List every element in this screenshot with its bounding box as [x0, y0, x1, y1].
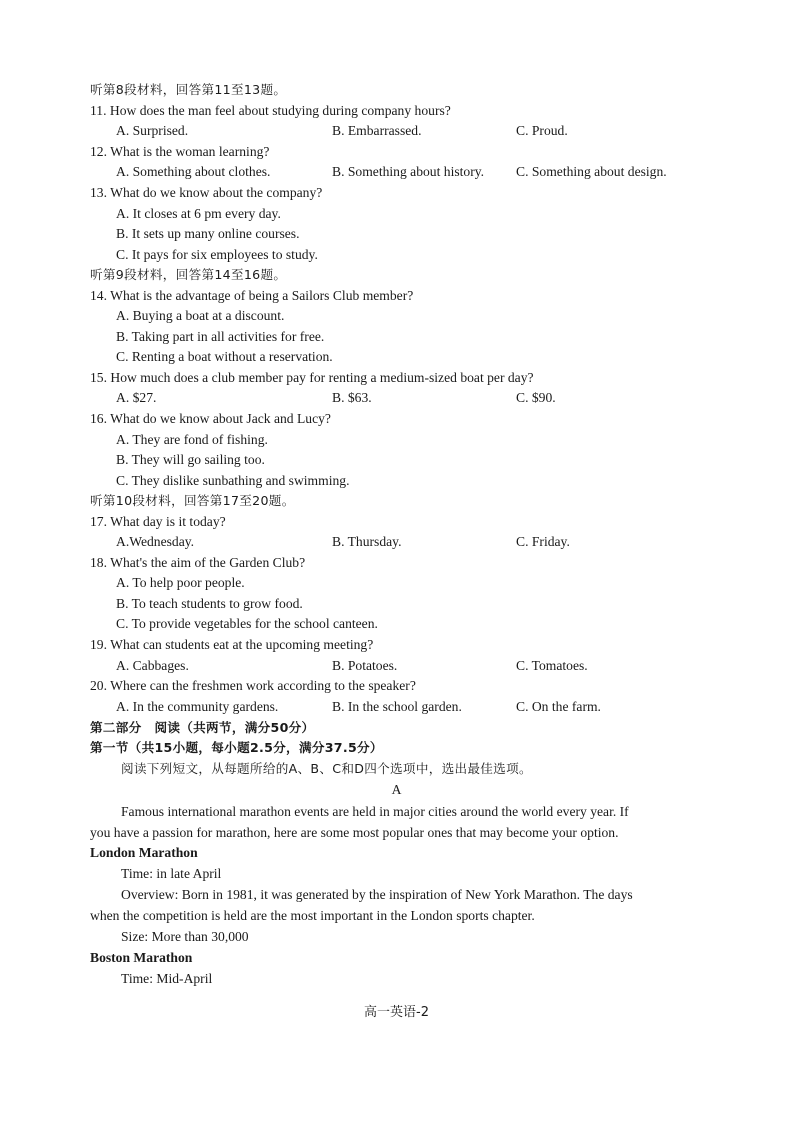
question-14-option-a: A. Buying a boat at a discount.: [116, 308, 285, 323]
question-19-stem: 19. What can students eat at the upcoming meeting?: [90, 637, 374, 652]
part-2-title: 第二部分 阅读（共两节，满分50分）: [90, 720, 315, 735]
option-a: A. $27.: [116, 390, 157, 405]
boston-marathon-title: Boston Marathon: [90, 950, 193, 965]
london-marathon-title: London Marathon: [90, 845, 198, 860]
question-13-option-b: B. It sets up many online courses.: [116, 226, 300, 241]
question-11-stem: 11. How does the man feel about studying during company hours?: [90, 103, 451, 118]
question-18-option-c: C. To provide vegetables for the school canteen.: [116, 616, 378, 631]
london-time: Time: in late April: [121, 866, 222, 881]
london-size: Size: More than 30,000: [121, 929, 249, 944]
question-14-option-b: B. Taking part in all activities for free.: [116, 329, 325, 344]
option-a: A. Cabbages.: [116, 658, 189, 673]
intro-line-1: Famous international marathon events are held in major cities around the world every year. If: [121, 804, 629, 819]
london-overview-line-1: Overview: Born in 1981, it was generated by the inspiration of New York Marathon. The days: [121, 887, 633, 902]
question-12-stem: 12. What is the woman learning?: [90, 144, 270, 159]
option-c: C. $90.: [516, 390, 556, 405]
option-b: B. Something about history.: [332, 164, 485, 179]
question-14-stem: 14. What is the advantage of being a Sailors Club member?: [90, 288, 414, 303]
boston-time: Time: Mid-April: [121, 971, 213, 986]
section-10-header: 听第10段材料，回答第17至20题。: [90, 493, 295, 508]
question-14-option-c: C. Renting a boat without a reservation.: [116, 349, 333, 364]
option-c: C. Something about design.: [516, 164, 667, 179]
option-a: A. In the community gardens.: [116, 699, 279, 714]
intro-line-2: you have a passion for marathon, here are some most popular ones that may become your option.: [90, 825, 619, 840]
question-13-option-c: C. It pays for six employees to study.: [116, 247, 318, 262]
page-footer: 高一英语-2: [364, 1005, 429, 1020]
question-18-option-a: A. To help poor people.: [116, 575, 245, 590]
reading-instruction: 阅读下列短文，从每题所给的A、B、C和D四个选项中，选出最佳选项。: [121, 761, 532, 776]
question-20-stem: 20. Where can the freshmen work according to the speaker?: [90, 678, 416, 693]
option-a: A. Something about clothes.: [116, 164, 271, 179]
option-c: C. Proud.: [516, 123, 568, 138]
option-b: B. Embarrassed.: [332, 123, 422, 138]
question-13-option-a: A. It closes at 6 pm every day.: [116, 206, 281, 221]
question-16-option-b: B. They will go sailing too.: [116, 452, 265, 467]
section-1-title: 第一节（共15小题，每小题2.5分，满分37.5分）: [90, 740, 383, 755]
question-18-stem: 18. What's the aim of the Garden Club?: [90, 555, 306, 570]
question-16-option-c: C. They dislike sunbathing and swimming.: [116, 473, 350, 488]
question-15-stem: 15. How much does a club member pay for renting a medium-sized boat per day?: [90, 370, 534, 385]
london-overview-line-2: when the competition is held are the most important in the London sports chapter.: [90, 908, 535, 923]
option-c: C. On the farm.: [516, 699, 601, 714]
option-b: B. In the school garden.: [332, 699, 462, 714]
option-c: C. Friday.: [516, 534, 570, 549]
passage-label: A: [391, 782, 402, 797]
option-b: B. $63.: [332, 390, 372, 405]
option-a: A.Wednesday.: [116, 534, 195, 549]
question-18-option-b: B. To teach students to grow food.: [116, 596, 303, 611]
question-17-stem: 17. What day is it today?: [90, 514, 226, 529]
option-b: B. Thursday.: [332, 534, 402, 549]
question-13-stem: 13. What do we know about the company?: [90, 185, 323, 200]
section-8-header: 听第8段材料，回答第11至13题。: [90, 82, 287, 97]
section-9-header: 听第9段材料，回答第14至16题。: [90, 267, 287, 282]
question-16-option-a: A. They are fond of fishing.: [116, 432, 268, 447]
option-a: A. Surprised.: [116, 123, 189, 138]
option-b: B. Potatoes.: [332, 658, 398, 673]
option-c: C. Tomatoes.: [516, 658, 588, 673]
question-16-stem: 16. What do we know about Jack and Lucy?: [90, 411, 331, 426]
